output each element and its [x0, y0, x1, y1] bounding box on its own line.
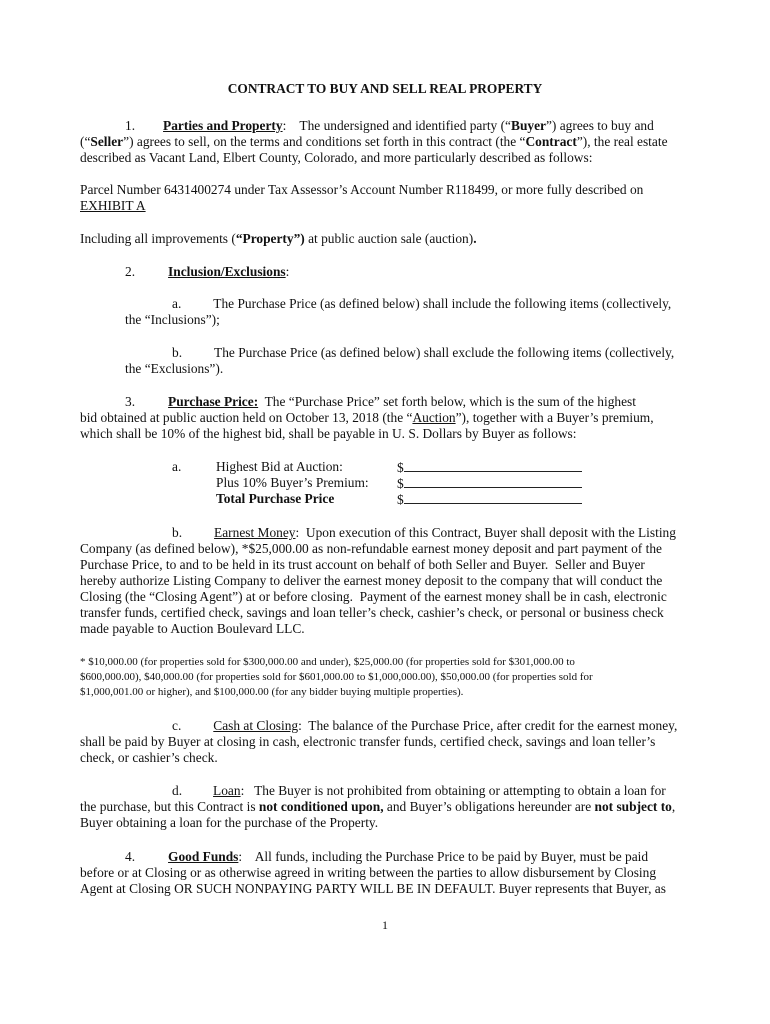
- section-number: 2.: [125, 264, 136, 279]
- section-heading: Purchase Price:: [168, 394, 259, 409]
- text: ”) agrees to sell, on the terms and conditions set forth in this contract (the “: [123, 134, 526, 149]
- text: Including all improvements (: [80, 231, 236, 246]
- exhibit-reference: EXHIBIT A: [80, 198, 146, 213]
- currency-symbol: $: [397, 460, 404, 475]
- clause-3b-line-4: hereby authorize Listing Company to deliver the earnest money deposit to the company that will conduct the: [80, 573, 663, 588]
- section-heading: Inclusion/Exclusions: [168, 264, 286, 279]
- clause-3b-line-3: Purchase Price, to and to be held in its trust account on behalf of both Seller and Buyer. Seller and Buyer: [80, 557, 645, 572]
- clause-2a-line-2: the “Inclusions”);: [125, 312, 220, 327]
- section-heading: Parties and Property: [163, 118, 283, 133]
- price-row-value: [397, 459, 582, 476]
- clause-3b-line-2: Company (as defined below), *$25,000.00 as non-refundable earnest money deposit and part payment of the: [80, 541, 662, 556]
- clause-3b-line-6: transfer funds, certified check, savings and loan teller’s check, cashier’s check, or personal or business check: [80, 605, 664, 620]
- section-1-line-1: [125, 118, 654, 134]
- clause-label: c.: [172, 718, 182, 733]
- clause-2a-line-1: [172, 296, 671, 312]
- text: bid obtained at public auction held on October 13, 2018 (the “: [80, 410, 413, 425]
- price-row-value: [397, 475, 582, 492]
- text: ”), together with a Buyer’s premium,: [455, 410, 654, 425]
- price-row-value: [397, 491, 582, 508]
- defined-term: Auction: [412, 410, 456, 425]
- clause-heading: Earnest Money: [214, 525, 296, 540]
- text: : The undersigned and identified party (“: [282, 118, 512, 133]
- clause-label: b.: [172, 345, 183, 360]
- text: : The balance of the Purchase Price, after credit for the earnest money,: [298, 718, 678, 733]
- text: The Purchase Price (as defined below) shall include the following items (collectively,: [213, 296, 672, 311]
- clause-3b-line-5: Closing (the “Closing Agent”) at or before closing. Payment of the earnest money shall be in cash, electronic: [80, 589, 667, 604]
- section-number: 1.: [125, 118, 136, 133]
- text: at public auction sale (auction): [304, 231, 474, 246]
- text: : Upon execution of this Contract, Buyer shall deposit with the Listing: [295, 525, 676, 540]
- clause-3c-line-2: shall be paid by Buyer at closing in cash, electronic transfer funds, certified check, savings and loan teller’s: [80, 734, 656, 749]
- text: : The Buyer is not prohibited from obtaining or attempting to obtain a loan for: [240, 783, 666, 798]
- footnote-line-3: $1,000,001.00 or higher), and $100,000.00 (for any bidder buying multiple properties).: [80, 686, 464, 698]
- text: : All funds, including the Purchase Price to be paid by Buyer, must be paid: [238, 849, 649, 864]
- section-4-line-1: [125, 849, 648, 865]
- text: (“: [80, 134, 91, 149]
- footnote-line-2: $600,000.00), $40,000.00 (for properties sold for $601,000.00 to $1,000,000.00), $50,000.00 (for properties sold for: [80, 671, 593, 683]
- section-1-line-3: described as Vacant Land, Elbert County, Colorado, and more particularly described as follows:: [80, 150, 593, 165]
- clause-3b-line-1: [172, 525, 676, 541]
- footnote-line-1: * $10,000.00 (for properties sold for $300,000.00 and under), $25,000.00 (for properties sold for $301,000.00 to: [80, 656, 575, 668]
- clause-3d-line-2: [80, 799, 675, 815]
- clause-3d-line-3: Buyer obtaining a loan for the purchase of the Property.: [80, 815, 379, 830]
- clause-3b-line-7: made payable to Auction Boulevard LLC.: [80, 621, 305, 636]
- defined-term: Contract: [525, 134, 577, 149]
- text: ”), the real estate: [576, 134, 668, 149]
- defined-term: “Property”): [235, 231, 305, 246]
- defined-term: Seller: [90, 134, 124, 149]
- clause-heading: Loan: [213, 783, 241, 798]
- clause-3d-line-1: [172, 783, 666, 799]
- emphasis: not subject to: [594, 799, 672, 814]
- clause-3a-label: a.: [172, 459, 182, 474]
- text: ,: [671, 799, 676, 814]
- text: .: [473, 231, 477, 246]
- text: and Buyer’s obligations hereunder are: [383, 799, 595, 814]
- clause-heading: Cash at Closing: [213, 718, 299, 733]
- contract-title: CONTRACT TO BUY AND SELL REAL PROPERTY: [227, 81, 543, 96]
- price-row-label: Plus 10% Buyer’s Premium:: [216, 475, 369, 490]
- text: the purchase, but this Contract is: [80, 799, 259, 814]
- amount-blank-field[interactable]: [404, 475, 582, 488]
- section-heading: Good Funds: [168, 849, 239, 864]
- section-2-heading-line: [125, 264, 289, 280]
- clause-2b-line-1: [172, 345, 674, 361]
- text: The Purchase Price (as defined below) shall exclude the following items (collectively,: [214, 345, 675, 360]
- amount-blank-field[interactable]: [404, 491, 582, 504]
- section-1-line-2: [80, 134, 668, 150]
- amount-blank-field[interactable]: [404, 459, 582, 472]
- section-4-line-2: before or at Closing or as otherwise agreed in writing between the parties to allow disbursement by Closing: [80, 865, 657, 880]
- emphasis: not conditioned upon,: [258, 799, 384, 814]
- section-3-line-1: [125, 394, 636, 410]
- section-3-line-2: [80, 410, 654, 426]
- price-row-label: Total Purchase Price: [216, 491, 335, 506]
- parcel-line: Parcel Number 6431400274 under Tax Assessor’s Account Number R118499, or more fully described on: [80, 182, 644, 197]
- section-number: 3.: [125, 394, 136, 409]
- section-number: 4.: [125, 849, 136, 864]
- currency-symbol: $: [397, 492, 404, 507]
- clause-2b-line-2: the “Exclusions”).: [125, 361, 224, 376]
- price-row-label: Highest Bid at Auction:: [216, 459, 343, 474]
- page-number: 1: [382, 918, 388, 932]
- including-line: [80, 231, 477, 247]
- section-4-line-3: Agent at Closing OR SUCH NONPAYING PARTY WILL BE IN DEFAULT. Buyer represents that Buyer, as: [80, 881, 666, 896]
- text: ”) agrees to buy and: [545, 118, 654, 133]
- section-3-line-3: which shall be 10% of the highest bid, shall be payable in U. S. Dollars by Buyer as follows:: [80, 426, 577, 441]
- clause-3c-line-1: [172, 718, 677, 734]
- text: :: [285, 264, 290, 279]
- defined-term: Buyer: [511, 118, 546, 133]
- text: The “Purchase Price” set forth below, which is the sum of the highest: [258, 394, 636, 409]
- currency-symbol: $: [397, 476, 404, 491]
- clause-label: d.: [172, 783, 183, 798]
- clause-label: b.: [172, 525, 183, 540]
- clause-3c-line-3: check, or cashier’s check.: [80, 750, 218, 765]
- clause-label: a.: [172, 296, 182, 311]
